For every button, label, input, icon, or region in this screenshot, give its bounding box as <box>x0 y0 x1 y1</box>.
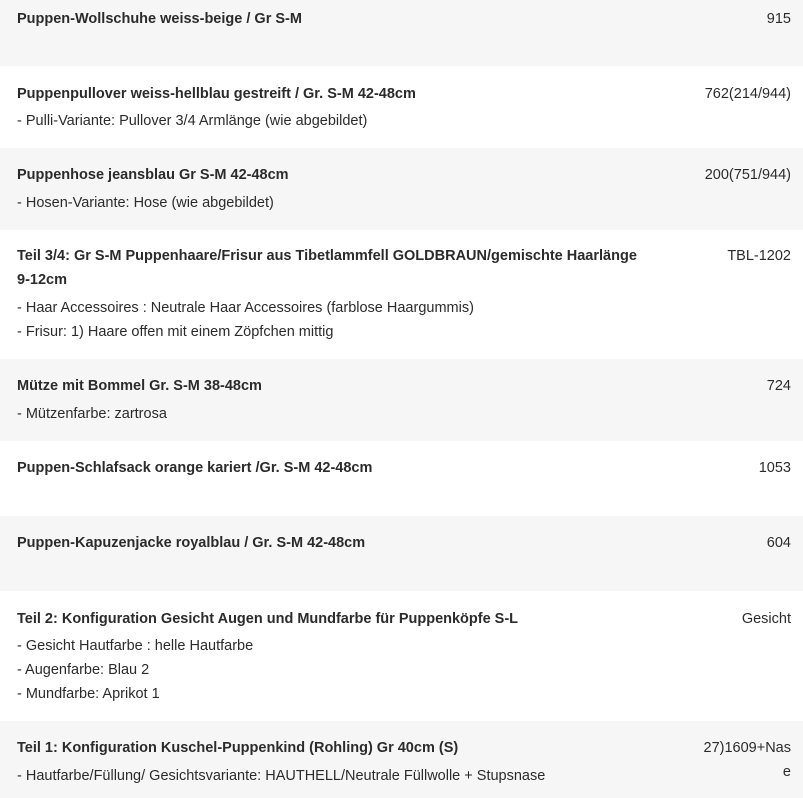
item-option: - Mützenfarbe: zartrosa <box>17 406 167 422</box>
item-options <box>17 296 474 344</box>
item-sku: 1053 <box>758 460 791 476</box>
list-item <box>0 0 803 66</box>
list-item <box>0 516 803 591</box>
item-option: - Gesicht Hautfarbe : helle Hautfarbe <box>17 638 254 654</box>
list-item <box>0 359 803 441</box>
item-option: - Frisur: 1) Haare offen mit einem Zöpfchen mittig <box>17 324 334 340</box>
item-sku: 200(751/944) <box>704 167 791 183</box>
list-item <box>0 230 803 359</box>
item-name: Teil 1: Konfiguration Kuschel-Puppenkind (Rohling) Gr 40cm (S) <box>17 740 459 756</box>
item-sku: Gesicht <box>741 611 791 627</box>
item-sku: 915 <box>766 11 791 27</box>
item-options <box>17 191 274 215</box>
item-options <box>17 109 367 133</box>
item-options <box>17 634 253 706</box>
item-name-line-2: 9-12cm <box>17 272 67 288</box>
item-option: - Haar Accessoires : Neutrale Haar Accessoires (farblose Haargummis) <box>17 300 474 316</box>
item-name: Puppen-Schlafsack orange kariert /Gr. S-M 42-48cm <box>17 460 373 476</box>
item-name-line-1: Teil 3/4: Gr S-M Puppenhaare/Frisur aus Tibetlammfell GOLDBRAUN/gemischte Haarlänge <box>17 248 637 264</box>
item-name: Puppen-Wollschuhe weiss-beige / Gr S-M <box>17 11 302 27</box>
item-name: Mütze mit Bommel Gr. S-M 38-48cm <box>17 378 262 394</box>
item-option: - Mundfarbe: Aprikot 1 <box>17 686 160 702</box>
item-option: - Pulli-Variante: Pullover 3/4 Armlänge (wie abgebildet) <box>17 113 368 129</box>
item-sku: TBL-1202 <box>727 248 791 264</box>
item-option: - Hautfarbe/Füllung/ Gesichtsvariante: HAUTHELL/Neutrale Füllwolle + Stupsnase <box>17 768 546 784</box>
item-name: Teil 2: Konfiguration Gesicht Augen und Mundfarbe für Puppenköpfe S-L <box>17 611 519 627</box>
item-sku-line-1: 27)1609+Nas <box>703 740 791 756</box>
list-item <box>0 721 803 798</box>
item-name: Puppenpullover weiss-hellblau gestreift / Gr. S-M 42-48cm <box>17 86 416 102</box>
item-name: Puppenhose jeansblau Gr S-M 42-48cm <box>17 167 289 183</box>
list-item <box>0 66 803 148</box>
item-sku: 762(214/944) <box>704 86 791 102</box>
item-options <box>17 764 545 788</box>
item-option: - Augenfarbe: Blau 2 <box>17 662 150 678</box>
item-options <box>17 402 167 426</box>
item-sku-line-2: e <box>782 764 791 780</box>
item-sku: 724 <box>766 378 791 394</box>
list-item <box>0 441 803 516</box>
list-item <box>0 148 803 230</box>
item-name: Puppen-Kapuzenjacke royalblau / Gr. S-M 42-48cm <box>17 535 366 551</box>
item-sku: 604 <box>766 535 791 551</box>
item-option: - Hosen-Variante: Hose (wie abgebildet) <box>17 195 274 211</box>
list-item <box>0 591 803 721</box>
